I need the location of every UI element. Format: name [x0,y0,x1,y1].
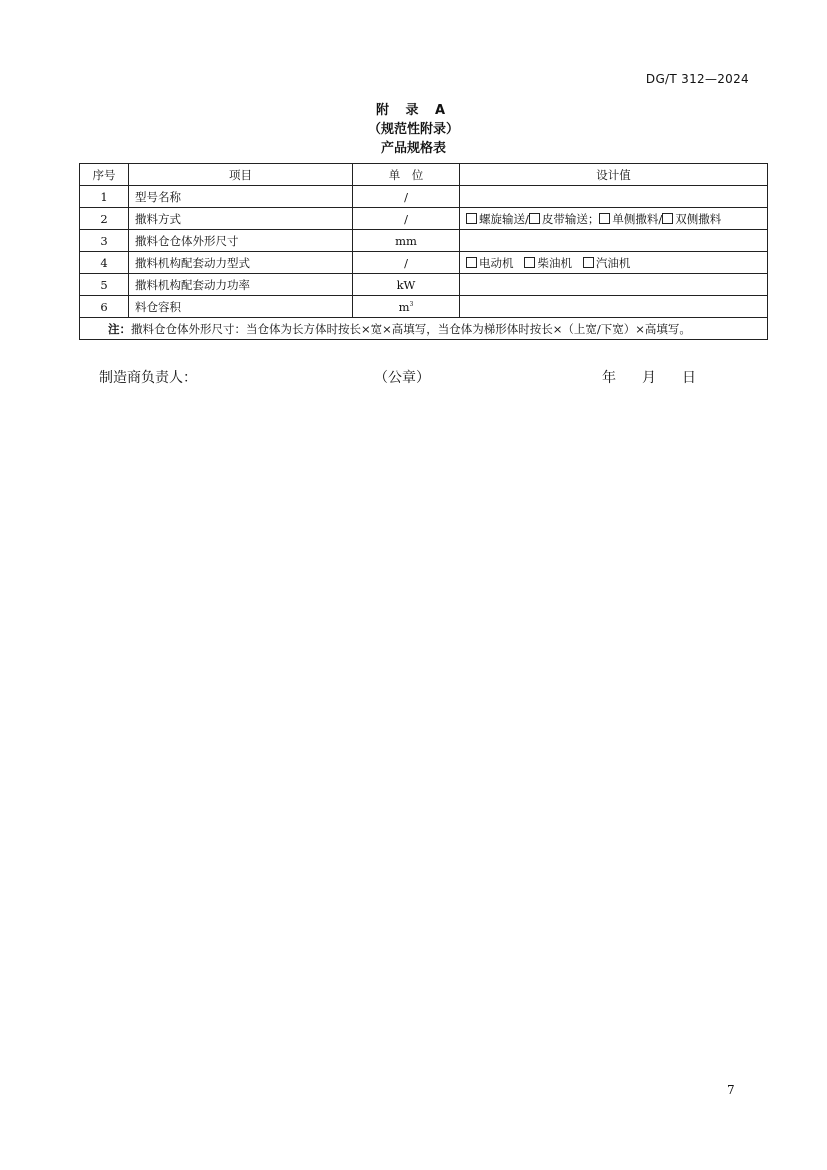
row-unit: kW [353,274,460,296]
row-value[interactable] [460,186,768,208]
option-label: 电动机 [479,255,514,270]
option-label: 汽油机 [595,255,631,270]
unit-text: m [398,299,410,314]
option-label: 单侧撒料/ [612,211,663,226]
year-label: 年 [602,370,616,386]
table-row [80,208,768,230]
table-header-row [80,164,768,186]
note-label: 注： [108,321,131,336]
unit-superscript: 3 [409,300,414,308]
row-item: 撒料机构配套动力型式 [129,252,353,274]
row-item: 撒料仓仓体外形尺寸 [129,230,353,252]
header-value: 设计值 [460,164,768,186]
row-no: 5 [80,274,129,296]
header-item: 项目 [129,164,353,186]
option-label: 柴油机 [537,255,572,270]
row-unit: / [353,186,460,208]
checkbox-icon[interactable] [583,257,594,268]
option-label: 双侧撒料 [675,211,722,226]
header-unit: 单 位 [353,164,460,186]
row-value[interactable] [460,274,768,296]
row-value[interactable] [460,296,768,318]
row-item: 撒料机构配套动力功率 [129,274,353,296]
row-item: 料仓容积 [129,296,353,318]
row-no: 4 [80,252,129,274]
row-value[interactable] [460,230,768,252]
table-note [80,318,768,340]
checkbox-icon[interactable] [466,257,477,268]
table-row [80,274,768,296]
title-block [0,101,827,158]
table-row [80,296,768,318]
row-no: 3 [80,230,129,252]
option-label: 皮带输送； [541,211,600,226]
row-unit: mm [353,230,460,252]
seal-label: （公章） [374,370,430,386]
checkbox-icon[interactable] [599,213,610,224]
row-item: 撒料方式 [129,208,353,230]
table-row [80,186,768,208]
checkbox-icon[interactable] [524,257,535,268]
row-value-options [460,252,768,274]
page-number: 7 [727,1083,735,1097]
date-labels [602,367,722,387]
note-text: 撒料仓仓体外形尺寸：当仓体为长方体时按长×宽×高填写，当仓体为梯形体时按长×（上宽/下宽）×高填写。 [131,321,691,336]
checkbox-icon[interactable] [662,213,673,224]
table-title: 产品规格表 [380,141,446,156]
row-unit: / [353,208,460,230]
row-value-options [460,208,768,230]
row-no: 2 [80,208,129,230]
row-no: 6 [80,296,129,318]
header-no: 序号 [80,164,129,186]
option-label: 螺旋输送/ [479,211,529,226]
row-unit [353,296,460,318]
responsible-label: 制造商负责人： [99,370,197,386]
table-row [80,252,768,274]
spec-table [79,163,768,340]
month-label: 月 [642,370,656,386]
document-code: DG/T 312—2024 [645,72,749,86]
row-item: 型号名称 [129,186,353,208]
checkbox-icon[interactable] [466,213,477,224]
day-label: 日 [682,370,696,386]
checkbox-icon[interactable] [529,213,540,224]
table-note-row [80,318,768,340]
row-unit: / [353,252,460,274]
row-no: 1 [80,186,129,208]
appendix-title: 附 录 A [375,103,452,118]
appendix-type: （规范性附录） [367,122,459,137]
table-row [80,230,768,252]
